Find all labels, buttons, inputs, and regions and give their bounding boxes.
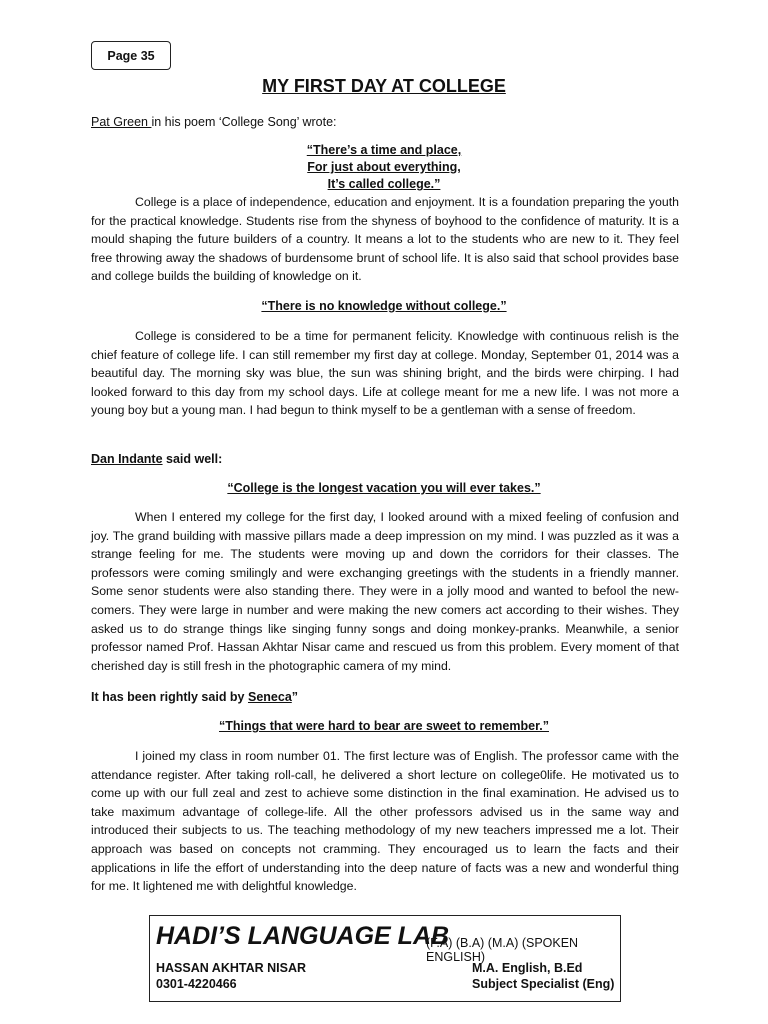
attribution-3-author: Seneca — [247, 690, 292, 704]
quote3: “College is the longest vacation you will ever takes.” — [227, 481, 541, 495]
quote4: “Things that were hard to bear are sweet to remember.” — [219, 719, 549, 733]
paragraph-3: When I entered my college for the first day, I looked around with a mixed feeling of confusion and joy. The grand building with massive pillars made a deep impression on my mind. I was puzzled as it was a strange feeling for me. The students were moving up and down the corridors for their classes. The professors were coming smilingly and were exchanging greetings with the students in a friendly manner. Some senor students were also standing there. They were in a jolly mood and wanted to befool the new-comers. They were large in number and were making the new comers act according to their wishes. They asked us to do strange things like singing funny songs and doing monkey-pranks. Meanwhile, a senior professor named Prof. Hassan Akhtar Nisar came and rescued us from this problem. Every moment of that cherished day is still fresh in the photographic camera of my mind. — [91, 510, 679, 673]
quote1-line2: For just about everything, — [307, 160, 461, 174]
page-title: MY FIRST DAY AT COLLEGE — [262, 76, 506, 96]
attribution-2-author: Dan Indante — [91, 452, 163, 466]
intro-author: Pat Green — [91, 115, 152, 129]
brand-name: HADI’S LANGUAGE LAB — [156, 922, 450, 950]
brand-courses: (F.A) (B.A) (M.A) (SPOKEN ENGLISH) — [426, 936, 579, 964]
quote1-line1: “There’s a time and place, — [306, 143, 462, 157]
quote1-line3: It’s called college.” — [327, 177, 441, 191]
quote2: “There is no knowledge without college.” — [261, 299, 507, 313]
author-phone: 0301-4220466 — [156, 977, 237, 991]
attribution-3-suffix: ” — [291, 690, 299, 704]
attribution-3-prefix: It has been rightly said by — [91, 690, 248, 704]
attribution-2-text: said well: — [162, 452, 223, 466]
paragraph-2: College is considered to be a time for permanent felicity. Knowledge with continuous relish is the chief feature of college life. I can still remember my first day at college. Monday, September 01, 2014 was a beautiful day. The morning sky was blue, the sun was shining bright, and the birds were chirping. I had looked forward to this day from my school days. Life at college meant for me a new life. I was not more a young boy but a young man. I had begun to think myself to be a gentleman with a sense of freedom. — [91, 329, 679, 418]
paragraph-1: College is a place of independence, education and enjoyment. It is a foundation preparing the youth for the practical knowledge. Students rise from the shyness of boyhood to the confidence of maturity. It is a mould shaping the future builders of a country. It means a lot to the students who are new to it. They feel free throwing away the shadows of burdensome brunt of school life. It is also said that school provides base and college builds the building of knowledge on it. — [91, 195, 679, 284]
footer-box — [149, 915, 621, 1002]
page-number-box — [91, 41, 171, 70]
intro-text: in his poem ‘College Song’ wrote: — [151, 115, 337, 129]
page-number-label: Page 35 — [107, 48, 155, 63]
paragraph-4: I joined my class in room number 01. The first lecture was of English. The professor came with the attendance register. After taking roll-call, he delivered a short lecture on college0life. He motivated us to come up with our full zeal and zest to achieve some distinction in the final examination. He advised us to take maximum advantage of college-life. All the other professors advised us in the same way and introduced their subjects to us. The teaching methodology of my new teachers impressed me a lot. Their approach was based on concepts not cramming. They encouraged us to learn the facts and their applications in life the effort of understanding into the deep nature of facts was a new and wonderful thing for me. It lightened me with delightful knowledge. — [91, 749, 679, 894]
author-role: Subject Specialist (Eng) — [472, 977, 615, 991]
intro-line — [91, 113, 337, 132]
author-degree: M.A. English, B.Ed — [472, 961, 583, 975]
attribution-3 — [91, 688, 298, 707]
attribution-2 — [91, 450, 222, 469]
author-name: HASSAN AKHTAR NISAR — [156, 961, 306, 975]
